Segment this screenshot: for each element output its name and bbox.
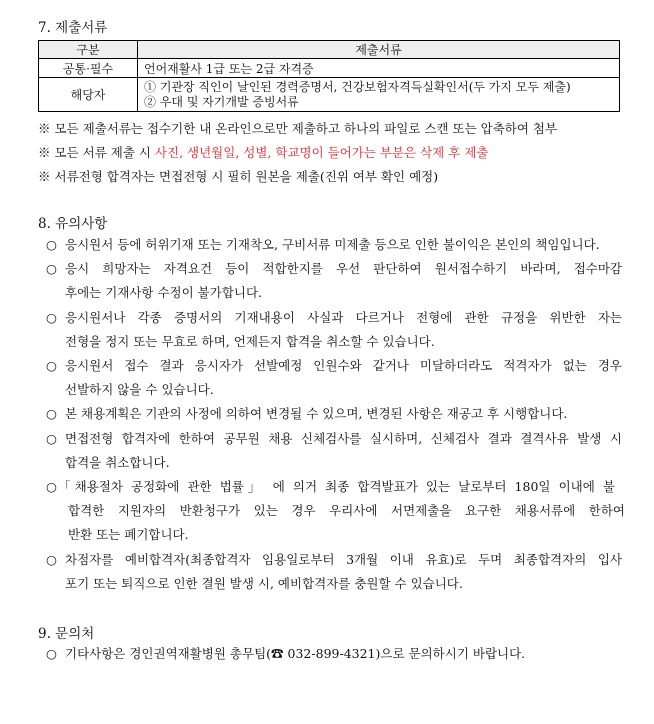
note-mark: ※ xyxy=(38,145,51,160)
note xyxy=(38,167,438,185)
doc-item: ① 기관장 직인이 날인된 경력증명서, 건강보험자격득실확인서(두 가지 모두 제출) xyxy=(144,79,571,94)
phone-number: 032-899-4321 xyxy=(287,646,376,661)
bullet: ○ xyxy=(46,551,57,567)
notice-line: 「채용절차 공정화에 관한 법률」 에 의거 최종 합격발표가 있는 날로부터 180일 이내에 불 xyxy=(58,479,615,494)
note-text: 모든 제출서류는 접수기한 내 온라인으로만 제출하고 하나의 파일로 스캔 또는 압축하여 첨부 xyxy=(54,121,558,136)
note-text: 모든 서류 제출 시 xyxy=(54,145,155,160)
notice-line: 면접전형 합격자에 한하여 공무원 채용 신체검사를 실시하며, 신체검사 결과 결격사유 발생 시 xyxy=(65,430,622,446)
bullet: ○ xyxy=(46,479,57,494)
bullet: ○ xyxy=(46,406,57,422)
contact-text: 기타사항은 경인권역재활병원 총무팀( xyxy=(65,646,272,661)
doc-item: ② 우대 및 자기개발 증빙서류 xyxy=(144,94,299,109)
table-header-row xyxy=(39,41,620,59)
notice-line: 응시원서 등에 허위기재 또는 기재착오, 구비서류 미제출 등으로 인한 불이익은 본인의 책임입니다. xyxy=(65,237,600,252)
bullet: ○ xyxy=(46,646,57,661)
section9-title: 9. 문의처 xyxy=(38,626,95,642)
table-row xyxy=(39,59,620,78)
notice-line: 전형을 정지 또는 무효로 하며, 언제든지 합격을 취소할 수 있습니다. xyxy=(65,333,435,349)
notice-line: 후에는 기재사항 수정이 불가합니다. xyxy=(65,285,263,301)
note-mark: ※ xyxy=(38,169,51,184)
notice-line: 응시원서나 각종 증명서의 기재내용이 사실과 다르거나 전형에 관한 규정을 위반한 자는 xyxy=(65,309,622,325)
documents-table xyxy=(38,40,620,112)
table-header-docs: 제출서류 xyxy=(138,41,620,59)
bullet: ○ xyxy=(46,237,57,252)
note-text: 서류전형 합격자는 면접전형 시 필히 원본을 제출(진위 여부 확인 예정) xyxy=(54,169,439,184)
table-cell-docs: 언어재활사 1급 또는 2급 자격증 xyxy=(138,59,620,78)
bullet: ○ xyxy=(46,430,57,446)
note xyxy=(38,143,488,161)
table-header-category: 구분 xyxy=(39,41,138,59)
section8-title: 8. 유의사항 xyxy=(38,216,108,232)
section7-title: 7. 제출서류 xyxy=(38,20,108,36)
contact-item xyxy=(65,645,525,663)
notice-line: 합격한 지원자의 반환청구가 있는 경우 우리사에 서면제출을 요구한 채용서류에 한하여 xyxy=(68,503,625,519)
notice-line: 합격을 취소합니다. xyxy=(65,454,170,470)
bullet: ○ xyxy=(46,358,57,373)
notice-line: 차점자를 예비합격자(최종합격자 임용일로부터 3개월 이내 유효)로 두며 최종합격자의 입사 xyxy=(65,551,622,567)
table-cell-docs xyxy=(138,78,620,112)
table-row xyxy=(39,78,620,112)
bullet: ○ xyxy=(46,309,57,325)
table-cell-category: 공통·필수 xyxy=(39,59,138,78)
notice-line: 반환 또는 폐기합니다. xyxy=(68,527,189,543)
table-cell-category: 해당자 xyxy=(39,78,138,112)
notice-line: 본 채용계획은 기관의 사정에 의하여 변경될 수 있으며, 변경된 사항은 재공고 후 시행합니다. xyxy=(65,406,568,422)
notice-line: 선발하지 않을 수 있습니다. xyxy=(65,382,214,398)
bullet: ○ xyxy=(46,261,57,277)
note-mark: ※ xyxy=(38,121,51,136)
contact-text-end: )으로 문의하시기 바랍니다. xyxy=(375,646,526,661)
note xyxy=(38,119,557,137)
phone-icon: ☎ xyxy=(271,646,284,661)
notice-line: 응시원서 접수 결과 응시자가 선발예정 인원수와 같거나 미달하더라도 적격자가 없는 경우 xyxy=(65,358,622,373)
notice-line: 응시 희망자는 자격요건 등이 적합한지를 우선 판단하여 원서접수하기 바라며, 접수마감 xyxy=(65,261,622,277)
notice-line: 포기 또는 퇴직으로 인한 결원 발생 시, 예비합격자를 충원할 수 있습니다. xyxy=(65,575,463,591)
note-highlight: 사진, 생년월일, 성별, 학교명이 들어가는 부분은 삭제 후 제출 xyxy=(154,145,489,160)
